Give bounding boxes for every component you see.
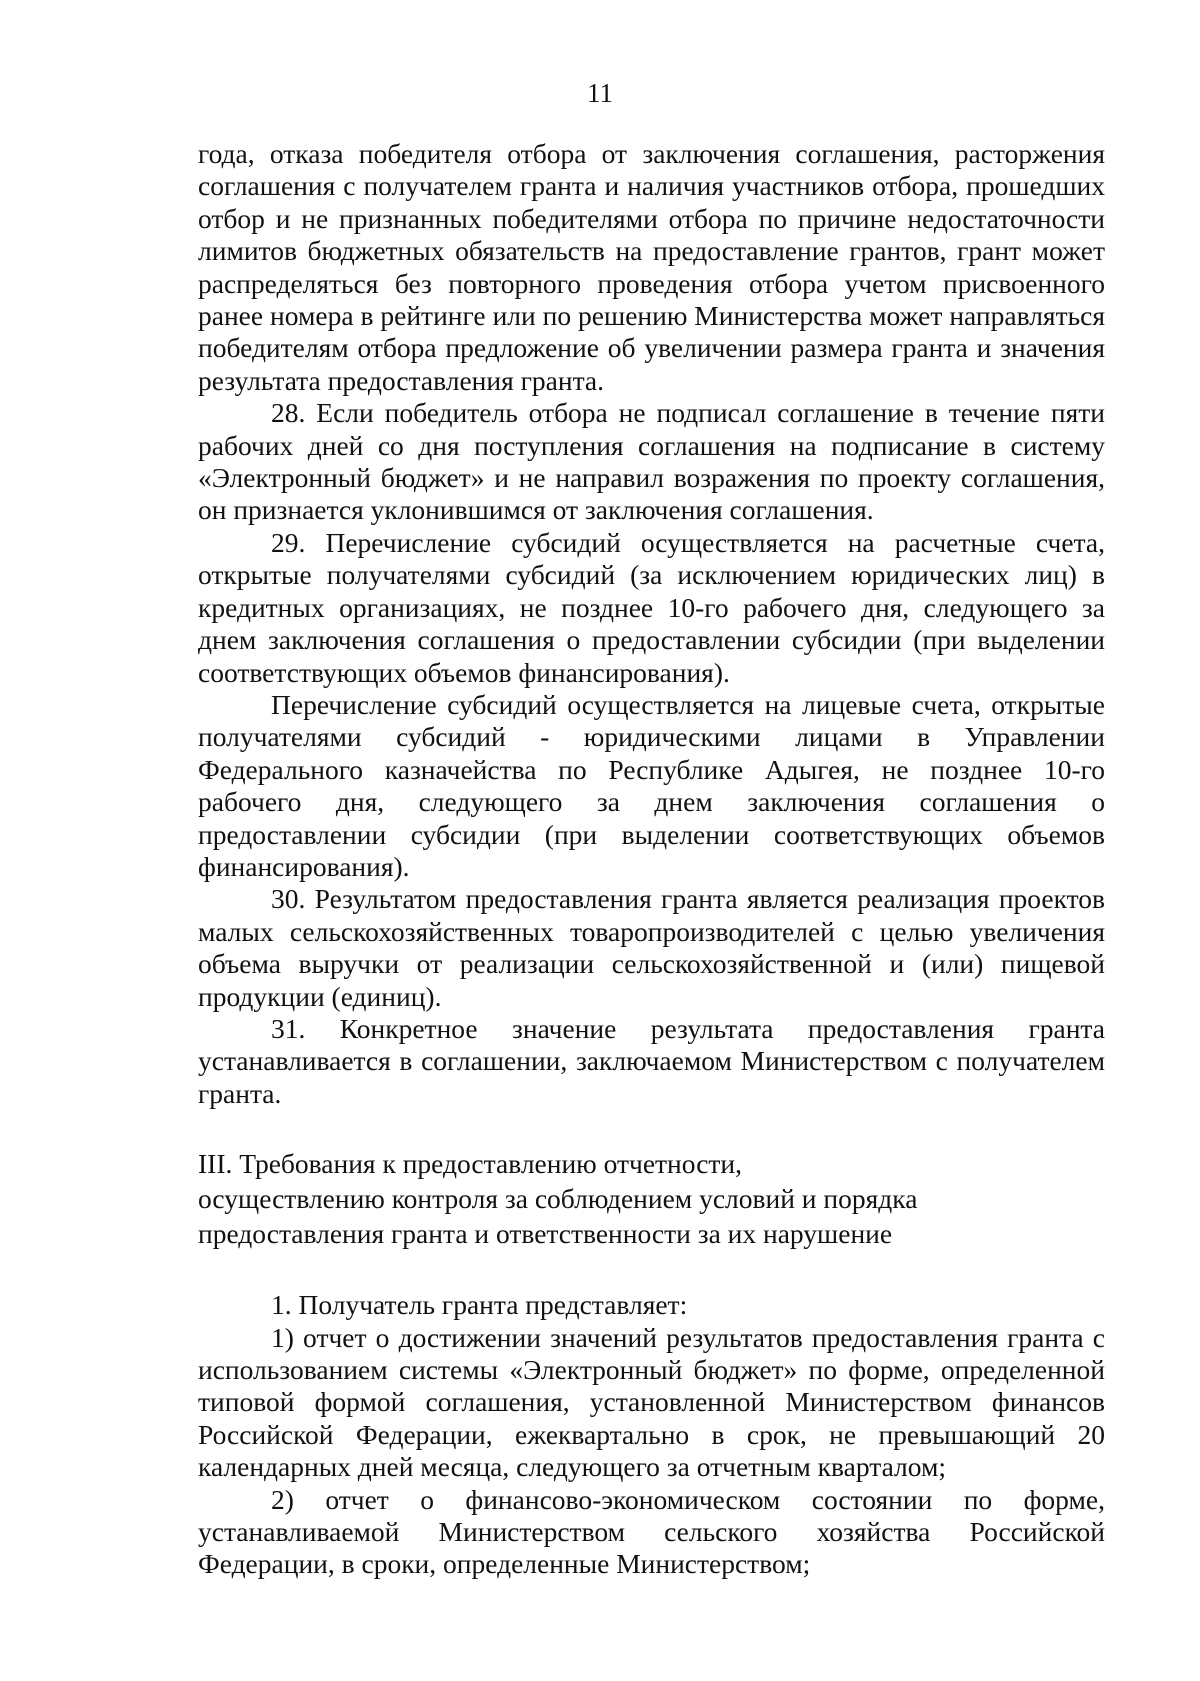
paragraph-30: 30. Результатом предоставления гранта является реализация проектов малых сельскохозяйственных товаропроизводителей с целью увеличения объема выручки от реализации сельскохозяйственной и (или) пищевой продукции (единиц).: [198, 883, 1105, 1012]
section-heading-line-3: предоставления гранта и ответственности за их нарушение: [198, 1218, 893, 1250]
section-heading: [198, 1146, 1105, 1251]
paragraph-31: 31. Конкретное значение результата предоставления гранта устанавливается в соглашении, заключаемом Министерством с получателем гранта.: [198, 1012, 1105, 1109]
section-heading-line-1: III. Требования к предоставлению отчетности,: [198, 1148, 743, 1180]
paragraph-29: 29. Перечисление субсидий осуществляется на расчетные счета, открытые получателями субсидий (за исключением юридических лиц) в кредитных организациях, не позднее 10-го рабочего дня, следующего за днем заключения соглашения о предоставлении субсидии (при выделении соответствующих объемов финансирования).: [198, 526, 1105, 688]
paragraph-29-continued: Перечисление субсидий осуществляется на лицевые счета, открытые получателями субсидий - юридическими лицами в Управлении Федерального казначейства по Республике Адыгея, не позднее 10-го рабочего дня, следующего за днем заключения соглашения о предоставлении субсидии (при выделении соответствующих объемов финансирования).: [198, 688, 1105, 882]
section-heading-line-2: осуществлению контроля за соблюдением условий и порядка: [198, 1183, 918, 1215]
section-paragraph-1: 1. Получатель гранта представляет:: [271, 1289, 688, 1321]
document-body: [198, 138, 1105, 1581]
section-paragraph-1-2: 2) отчет о финансово-экономическом состоянии по форме, устанавливаемой Министерством сельского хозяйства Российской Федерации, в сроки, определенные Министерством;: [198, 1483, 1105, 1580]
section-paragraph-1-1: 1) отчет о достижении значений результатов предоставления гранта с использованием системы «Электронный бюджет» по форме, определенной типовой формой соглашения, установленной Министерством финансов Российской Федерации, ежеквартально в срок, не превышающий 20 календарных дней месяца, следующего за отчетным кварталом;: [198, 1321, 1105, 1483]
page-number: 11: [587, 78, 613, 108]
paragraph-continuation: года, отказа победителя отбора от заключения соглашения, расторжения соглашения с получателем гранта и наличия участников отбора, прошедших отбор и не признанных победителями отбора по причине недостаточности лимитов бюджетных обязательств на предоставление грантов, грант может распределяться без повторного проведения отбора учетом присвоенного ранее номера в рейтинге или по решению Министерства может направляться победителям отбора предложение об увеличении размера гранта и значения результата предоставления гранта.: [198, 138, 1105, 396]
paragraph-28: 28. Если победитель отбора не подписал соглашение в течение пяти рабочих дней со дня поступления соглашения на подписание в систему «Электронный бюджет» и не направил возражения по проекту соглашения, он признается уклонившимся от заключения соглашения.: [198, 397, 1105, 526]
